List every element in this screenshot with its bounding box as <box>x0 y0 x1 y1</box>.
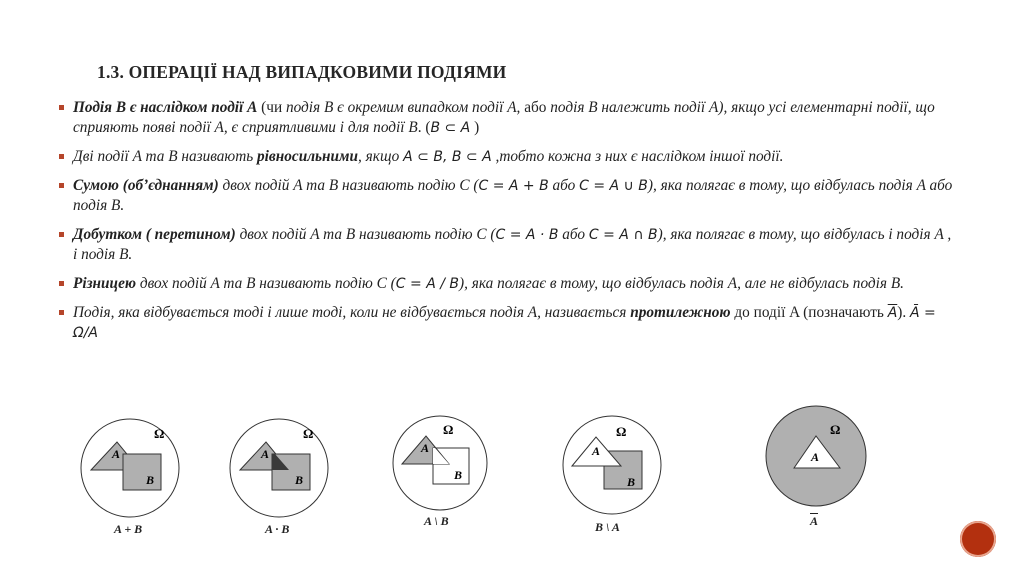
a-label: A <box>421 441 430 455</box>
formula: C = A / B <box>395 276 459 292</box>
text-fragment: Подія, яка відбувається тоді і лише тоді, коли не відбувається подія A, називається <box>73 304 631 321</box>
bullet-item-sum <box>59 176 959 216</box>
text-fragment: або <box>558 226 589 243</box>
formula: C = A · B <box>495 227 559 243</box>
a-label: A <box>112 447 121 461</box>
term-difference: Різницею <box>73 275 137 292</box>
bullet-item-consequence <box>59 98 959 138</box>
a-label: A <box>592 444 601 458</box>
text-fragment: . ( <box>417 119 431 136</box>
text-fragment: (позначають <box>803 304 888 321</box>
omega-label: Ω <box>616 424 627 439</box>
b-label: B <box>146 473 155 487</box>
caption-product: A · B <box>265 522 290 536</box>
text-fragment: або <box>548 177 580 194</box>
slide-title: 1.3. ОПЕРАЦІЇ НАД ВИПАДКОВИМИ ПОДІЯМИ <box>97 62 507 82</box>
bullet-item-difference <box>59 274 959 294</box>
bullet-marker <box>59 310 64 315</box>
formula: Ā = Ω/A <box>73 305 936 341</box>
text-fragment: ). <box>897 304 911 321</box>
term-opposite: протилежною <box>630 304 731 321</box>
venn-diagram-a-minus-b <box>391 414 489 512</box>
bullet-marker <box>59 105 64 110</box>
event-b-square <box>123 454 161 490</box>
venn-diagram-sum <box>80 418 180 518</box>
formula: B ⊂ A <box>430 120 471 136</box>
bullet-marker <box>59 281 64 286</box>
bullet-marker <box>59 183 64 188</box>
text-fragment: або <box>524 99 551 116</box>
formula: C = A ∩ B <box>588 227 658 243</box>
text-fragment: ), яка полягає в тому, що відбулась подія A, але не відбулась подія B. <box>459 275 904 292</box>
text-fragment: двох подій A та B називають подію C ( <box>136 275 396 292</box>
text-fragment: подія B є окремим випадком події A, <box>285 99 525 116</box>
text-fragment: двох подій A та B називають подію C ( <box>218 177 479 194</box>
a-label: A <box>811 450 820 464</box>
venn-diagram-complement <box>764 404 868 508</box>
bullet-marker <box>59 232 64 237</box>
caption-complement: $\overline{A}$ <box>810 514 819 528</box>
formula: C = A ∪ B <box>579 178 648 194</box>
term-consequence: Подія B є наслідком події A <box>73 99 258 116</box>
term-equivalent: рівносильними <box>257 148 359 165</box>
venn-diagram-b-minus-a <box>561 414 663 516</box>
caption-b-minus-a: B \ A <box>595 520 620 534</box>
b-label: B <box>627 475 636 489</box>
bullet-marker <box>59 154 64 159</box>
bullet-item-product <box>59 225 959 265</box>
venn-diagram-product <box>229 418 329 518</box>
b-label: B <box>295 473 304 487</box>
slide-nav-button[interactable] <box>960 521 996 557</box>
term-sum: Сумою (об’єднанням) <box>73 177 219 194</box>
term-product: Добутком ( перетином) <box>73 226 236 243</box>
text-fragment: до події A <box>730 304 804 321</box>
text-fragment: Дві події A та B називають <box>73 148 258 165</box>
caption-sum: A + B <box>114 522 143 536</box>
text-fragment: (чи <box>257 99 286 116</box>
text-fragment: подія B належить події A), якщо усі елементарні події, що сприяють появі події A, є сприятливими і для події B <box>73 99 935 136</box>
b-label: B <box>454 468 463 482</box>
omega-label: Ω <box>443 422 454 437</box>
bullet-item-equivalent <box>59 147 959 167</box>
text-fragment: ), яка полягає в тому, що відбулась подія A або подія B. <box>73 177 953 214</box>
a-label: A <box>261 447 270 461</box>
text-fragment: , якщо <box>358 148 404 165</box>
formula: A ⊂ B, B ⊂ A <box>403 149 492 165</box>
caption-a-minus-b: A \ B <box>424 514 449 528</box>
text-fragment: ,тобто кожна з них є наслідком іншої події. <box>491 148 784 165</box>
text-fragment: двох подій A та B називають подію C ( <box>235 226 496 243</box>
bullet-item-opposite <box>59 303 959 343</box>
text-fragment: ), яка полягає в тому, що відбулась і подія A , і подія B. <box>73 226 952 263</box>
formula: C = A + B <box>478 178 549 194</box>
formula: $\overline{A}$ <box>887 305 898 321</box>
bullet-list <box>59 98 959 352</box>
omega-label: Ω <box>830 422 841 437</box>
text-fragment: ) <box>470 119 480 136</box>
omega-label: Ω <box>303 426 314 441</box>
omega-label: Ω <box>154 426 165 441</box>
